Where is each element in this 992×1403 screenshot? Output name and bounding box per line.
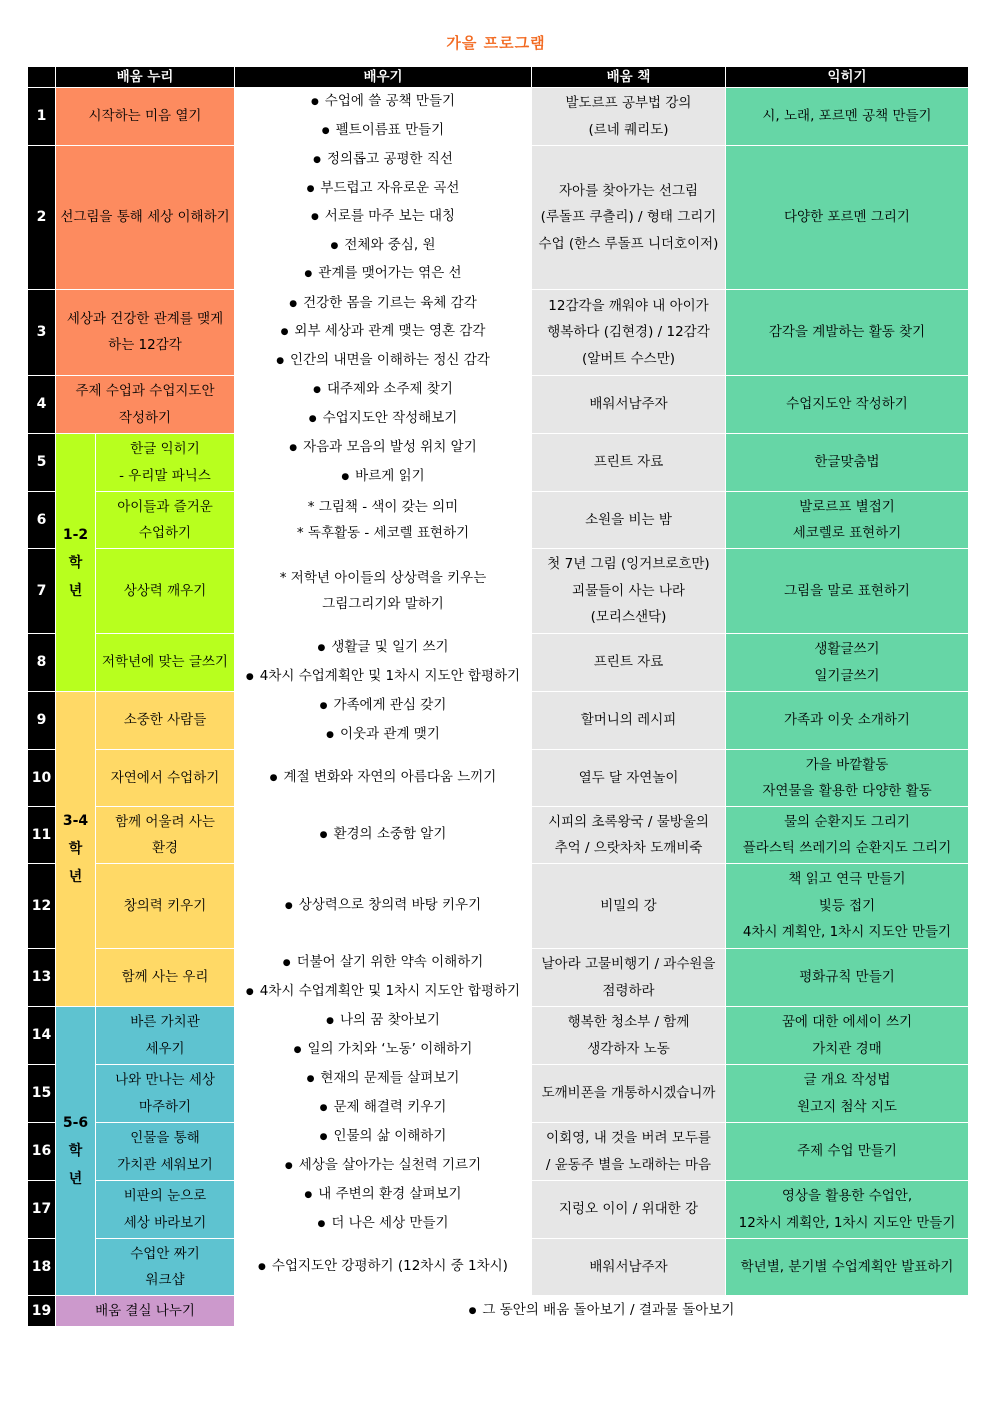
cell-line: 시작하는 미음 열기 xyxy=(88,108,202,125)
row-number: 7 xyxy=(28,549,56,634)
practice-cell xyxy=(726,634,969,692)
cell-line: 열두 달 자연놀이 xyxy=(578,769,679,786)
cell-line: ● 전체와 중심, 원 xyxy=(237,232,529,261)
grade-label: 학 xyxy=(68,1143,83,1159)
cell-line: 마주하기 xyxy=(138,1098,192,1115)
table-row xyxy=(28,1065,969,1123)
row-number: 19 xyxy=(28,1296,56,1327)
cell-line: (모리스샌닥) xyxy=(590,609,667,626)
topic-cell xyxy=(56,146,235,290)
cell-line: ● 상상력으로 창의력 바탕 키우기 xyxy=(237,892,529,921)
cell-line: 배워서남주자 xyxy=(589,396,668,413)
cell-line: 수업안 짜기 xyxy=(130,1245,200,1262)
cell-line: 12차시 계획안, 1차시 지도안 만들기 xyxy=(738,1214,956,1231)
topic-cell xyxy=(56,376,235,434)
practice-cell xyxy=(726,434,969,492)
cell-line: ● 생활글 및 일기 쓰기 xyxy=(237,634,529,663)
learn-cell xyxy=(235,289,532,376)
practice-cell xyxy=(726,1007,969,1065)
learn-cell xyxy=(235,88,532,146)
grade-label: 3-4 xyxy=(62,813,89,829)
row-number: 3 xyxy=(28,289,56,376)
cell-line: 바른 가치관 xyxy=(130,1014,200,1030)
table-row xyxy=(28,146,969,290)
cell-line: ● 수업에 쓸 공책 만들기 xyxy=(237,88,529,117)
learn-cell xyxy=(235,434,532,492)
grade-label: 학 xyxy=(68,841,83,857)
cell-line: 괴물들이 사는 나라 xyxy=(572,582,685,599)
row-number: 1 xyxy=(28,88,56,146)
cell-line: 한글맞춤법 xyxy=(814,454,880,471)
cell-line: 창의력 키우기 xyxy=(123,897,207,914)
learn-cell xyxy=(235,376,532,434)
cell-line: ● 수업지도안 작성해보기 xyxy=(237,405,529,434)
row-number: 6 xyxy=(28,492,56,549)
cell-line: 물의 순환지도 그리기 xyxy=(784,813,910,830)
practice-cell xyxy=(726,1181,969,1239)
cell-line: 워크샵 xyxy=(145,1272,185,1288)
topic-cell xyxy=(96,1123,235,1181)
row-number: 10 xyxy=(28,750,56,807)
cell-line: 그림을 말로 표현하기 xyxy=(784,582,910,599)
cell-line: (르네 퀘리도) xyxy=(588,121,669,138)
cell-line: ● 계절 변화와 자연의 아름다움 느끼기 xyxy=(237,764,529,793)
topic-cell xyxy=(96,492,235,549)
cell-line: 한글 익히기 xyxy=(130,441,200,457)
cell-line: ● 내 주변의 환경 살펴보기 xyxy=(237,1181,529,1210)
topic-cell xyxy=(96,634,235,692)
header-row xyxy=(28,67,969,88)
row-number: 9 xyxy=(28,692,56,750)
practice-cell xyxy=(726,1065,969,1123)
grade-label: 5-6 xyxy=(62,1115,89,1131)
learn-cell xyxy=(235,549,532,634)
practice-cell xyxy=(726,864,969,949)
cell-line: 발로르프 별접기 xyxy=(799,498,895,515)
book-cell xyxy=(532,1239,726,1296)
cell-line: * 저학년 아이들의 상상력을 키우는 xyxy=(279,569,487,586)
cell-line: 주제 수업과 수업지도안 xyxy=(75,383,215,399)
cell-line: ● 4차시 수업계획안 및 1차시 지도안 합평하기 xyxy=(237,978,529,1007)
header-topic: 배움 누리 xyxy=(56,67,235,88)
row-number: 14 xyxy=(28,1007,56,1065)
book-cell xyxy=(532,88,726,146)
book-cell xyxy=(532,1065,726,1123)
table-row xyxy=(28,1296,969,1327)
cell-line: 학년별, 분기별 수업계획안 발표하기 xyxy=(740,1258,954,1275)
cell-line: ● 건강한 몸을 기르는 육체 감각 xyxy=(237,290,529,319)
practice-cell xyxy=(726,146,969,290)
learn-cell xyxy=(235,807,532,864)
grade-cell xyxy=(56,1007,96,1296)
row-number: 17 xyxy=(28,1181,56,1239)
cell-line: 글 개요 작성법 xyxy=(803,1072,891,1088)
cell-line: 비밀의 강 xyxy=(600,897,657,914)
cell-line: ● 일의 가치와 ‘노동’ 이해하기 xyxy=(237,1036,529,1065)
practice-cell xyxy=(726,1239,969,1296)
topic-cell xyxy=(96,1181,235,1239)
row-number: 8 xyxy=(28,634,56,692)
cell-line: 가치관 세워보기 xyxy=(117,1156,213,1173)
topic-cell xyxy=(56,88,235,146)
cell-line: 세우기 xyxy=(145,1040,185,1057)
cell-line: 감각을 계발하는 활동 찾기 xyxy=(768,324,926,340)
cell-line: ● 더불어 살기 위한 약속 이해하기 xyxy=(237,949,529,978)
learn-cell xyxy=(235,864,532,949)
topic-cell: 배움 결실 나누기 xyxy=(56,1296,235,1327)
row-number: 5 xyxy=(28,434,56,492)
cell-line: 시피의 초록왕국 / 물방울의 xyxy=(548,813,709,830)
book-cell xyxy=(532,807,726,864)
book-cell xyxy=(532,750,726,807)
cell-line: 자연에서 수업하기 xyxy=(110,769,220,786)
cell-line: 주제 수업 만들기 xyxy=(797,1143,897,1160)
summary-cell xyxy=(235,1296,969,1327)
cell-line: ● 더 나은 세상 만들기 xyxy=(237,1210,529,1239)
cell-line: 그림그리기와 말하기 xyxy=(322,596,444,612)
row-number: 18 xyxy=(28,1239,56,1296)
cell-line: ● 그 동안의 배움 돌아보기 / 결과물 돌아보기 xyxy=(237,1296,966,1326)
table-row xyxy=(28,434,969,492)
cell-line: 프린트 자료 xyxy=(593,654,664,671)
book-cell xyxy=(532,549,726,634)
header-num xyxy=(28,67,56,88)
cell-line: ● 세상을 살아가는 실천력 기르기 xyxy=(237,1152,529,1181)
cell-line: 함께 어울려 사는 xyxy=(115,813,215,830)
cell-line: ● 외부 세상과 관계 맺는 영혼 감각 xyxy=(237,318,529,347)
learn-cell xyxy=(235,949,532,1007)
cell-line: 플라스틱 쓰레기의 순환지도 그리기 xyxy=(742,840,952,856)
cell-line: ● 대주제와 소주제 찾기 xyxy=(237,376,529,405)
table-row xyxy=(28,1007,969,1065)
cell-line: 수업지도안 작성하기 xyxy=(786,396,908,413)
cell-line: 세상 바라보기 xyxy=(123,1214,207,1231)
practice-cell xyxy=(726,549,969,634)
book-cell xyxy=(532,1181,726,1239)
grade-label: 1-2 xyxy=(62,526,89,543)
cell-line: ● 가족에게 관심 갖기 xyxy=(237,692,529,721)
cell-line: * 독후활동 - 세코렐 표현하기 xyxy=(296,525,470,541)
cell-line: 자아를 찾아가는 선그림 xyxy=(559,182,698,199)
row-number: 13 xyxy=(28,949,56,1007)
topic-cell xyxy=(96,692,235,750)
cell-line: / 윤동주 별을 노래하는 마음 xyxy=(545,1156,712,1173)
book-cell xyxy=(532,1123,726,1181)
cell-line: ● 바르게 읽기 xyxy=(237,463,529,492)
row-number: 2 xyxy=(28,146,56,290)
cell-line: 가치관 경매 xyxy=(812,1040,882,1057)
book-cell xyxy=(532,289,726,376)
cell-line: 수업 (한스 루돌프 니더호이저) xyxy=(538,235,719,252)
cell-line: 함께 사는 우리 xyxy=(121,969,209,986)
grade-cell xyxy=(56,692,96,1007)
cell-line: 가족과 이웃 소개하기 xyxy=(784,712,910,729)
practice-cell xyxy=(726,88,969,146)
practice-cell xyxy=(726,376,969,434)
topic-cell xyxy=(96,549,235,634)
row-number: 4 xyxy=(28,376,56,434)
table-row xyxy=(28,949,969,1007)
cell-line: 소원을 비는 밤 xyxy=(585,511,672,528)
row-number: 16 xyxy=(28,1123,56,1181)
book-cell xyxy=(532,492,726,549)
cell-line: 12감각을 깨워야 내 아이가 xyxy=(548,297,709,314)
topic-cell xyxy=(96,1065,235,1123)
cell-line: 수업하기 xyxy=(138,525,192,541)
book-cell xyxy=(532,1007,726,1065)
topic-cell xyxy=(96,1007,235,1065)
learn-cell xyxy=(235,146,532,290)
table-row xyxy=(28,692,969,750)
learn-cell xyxy=(235,492,532,549)
topic-cell xyxy=(96,949,235,1007)
learn-cell xyxy=(235,634,532,692)
cell-line: ● 4차시 수업계획안 및 1차시 지도안 합평하기 xyxy=(237,663,529,692)
cell-line: 할머니의 레시피 xyxy=(580,712,677,729)
cell-line: 세상과 건강한 관계를 맺게 xyxy=(66,310,224,327)
table-row xyxy=(28,376,969,434)
row-number: 11 xyxy=(28,807,56,864)
grade-label: 년 xyxy=(68,582,83,599)
cell-line: 일기글쓰기 xyxy=(814,667,880,684)
cell-line: ● 부드럽고 자유로운 곡선 xyxy=(237,175,529,204)
cell-line: 지렁오 이이 / 위대한 강 xyxy=(558,1201,699,1218)
cell-line: 아이들과 즐거운 xyxy=(117,498,213,515)
topic-cell xyxy=(96,750,235,807)
practice-cell xyxy=(726,949,969,1007)
table-row xyxy=(28,492,969,549)
cell-line: 나와 만나는 세상 xyxy=(115,1072,215,1088)
cell-line: (루돌프 쿠츨리) / 형태 그리기 xyxy=(540,209,717,225)
cell-line: 날아라 고물비행기 / 과수원을 xyxy=(541,956,716,972)
page-title: 가을 프로그램 xyxy=(446,34,546,52)
cell-line: ● 이웃과 관계 맺기 xyxy=(237,721,529,750)
table-row xyxy=(28,1181,969,1239)
header-practice: 익히기 xyxy=(726,67,969,88)
cell-line: 생활글쓰기 xyxy=(814,641,880,657)
cell-line: - 우리말 파닉스 xyxy=(119,467,211,484)
topic-cell xyxy=(56,289,235,376)
cell-line: 원고지 첨삭 지도 xyxy=(797,1098,897,1115)
cell-line: 빛등 접기 xyxy=(818,897,876,914)
practice-cell xyxy=(726,492,969,549)
cell-line: ● 자음과 모음의 발성 위치 알기 xyxy=(237,434,529,463)
learn-cell xyxy=(235,692,532,750)
cell-line: 평화규칙 만들기 xyxy=(799,969,895,986)
book-cell xyxy=(532,376,726,434)
practice-cell xyxy=(726,807,969,864)
cell-line: ● 수업지도안 강평하기 (12차시 중 1차시) xyxy=(237,1253,529,1282)
cell-line: ● 인물의 삶 이해하기 xyxy=(237,1123,529,1152)
cell-line: 자연물을 활용한 다양한 활동 xyxy=(762,783,932,799)
cell-line: ● 문제 해결력 키우기 xyxy=(237,1094,529,1123)
cell-line: 프린트 자료 xyxy=(593,454,664,471)
cell-line: 상상력 깨우기 xyxy=(123,582,207,599)
cell-line: ● 인간의 내면을 이해하는 정신 감각 xyxy=(237,347,529,376)
learn-cell xyxy=(235,1007,532,1065)
cell-line: 생각하자 노동 xyxy=(587,1040,670,1057)
book-cell xyxy=(532,146,726,290)
cell-line: 배워서남주자 xyxy=(589,1258,668,1275)
topic-cell xyxy=(96,807,235,864)
header-book: 배움 책 xyxy=(532,67,726,88)
cell-line: 책 읽고 연극 만들기 xyxy=(788,871,906,888)
cell-line: 비판의 눈으로 xyxy=(123,1188,207,1204)
cell-line: 점령하라 xyxy=(602,982,655,999)
learn-cell xyxy=(235,1123,532,1181)
book-cell xyxy=(532,634,726,692)
cell-line: 다양한 포르멘 그리기 xyxy=(784,209,910,225)
learn-cell xyxy=(235,1239,532,1296)
practice-cell xyxy=(726,1123,969,1181)
cell-line: 시, 노래, 포르멘 공책 만들기 xyxy=(762,108,932,125)
learn-cell xyxy=(235,1181,532,1239)
cell-line: ● 환경의 소중함 알기 xyxy=(237,821,529,850)
cell-line: 이회영, 내 것을 버려 모두를 xyxy=(546,1130,711,1146)
cell-line: 꿈에 대한 에세이 쓰기 xyxy=(781,1014,913,1030)
row-number: 12 xyxy=(28,864,56,949)
table-row xyxy=(28,634,969,692)
cell-line: 선그림을 통해 세상 이해하기 xyxy=(60,209,230,225)
cell-line: (알버트 수스만) xyxy=(581,350,676,367)
header-learn: 배우기 xyxy=(235,67,532,88)
table-row xyxy=(28,289,969,376)
topic-cell xyxy=(96,864,235,949)
cell-line: 하는 12감각 xyxy=(108,337,182,354)
table-row xyxy=(28,1123,969,1181)
cell-line: ● 관계를 맺어가는 엮은 선 xyxy=(237,260,529,289)
practice-cell xyxy=(726,289,969,376)
table-row xyxy=(28,750,969,807)
book-cell xyxy=(532,949,726,1007)
learn-cell xyxy=(235,750,532,807)
cell-line: 세코렐로 표현하기 xyxy=(792,525,902,541)
table-row xyxy=(28,549,969,634)
cell-line: 영상을 활용한 수업안, xyxy=(781,1188,913,1204)
table-row xyxy=(28,88,969,146)
cell-line: * 그림책 - 색이 갖는 의미 xyxy=(307,498,459,515)
grade-label: 년 xyxy=(68,869,83,885)
cell-line: 인물을 통해 xyxy=(130,1130,200,1146)
grade-label: 년 xyxy=(68,1171,83,1187)
cell-line: ● 펠트이름표 만들기 xyxy=(237,117,529,146)
cell-line: 소중한 사람들 xyxy=(123,712,207,729)
grade-cell xyxy=(56,434,96,692)
practice-cell xyxy=(726,692,969,750)
practice-cell xyxy=(726,750,969,807)
table-row xyxy=(28,807,969,864)
cell-line: ● 나의 꿈 찾아보기 xyxy=(237,1007,529,1036)
cell-line: 추억 / 으랏차차 도깨비죽 xyxy=(554,840,703,856)
cell-line: ● 현재의 문제들 살펴보기 xyxy=(237,1065,529,1094)
cell-line: ● 서로를 마주 보는 대칭 xyxy=(237,203,529,232)
book-cell xyxy=(532,864,726,949)
learn-cell xyxy=(235,1065,532,1123)
cell-line: 환경 xyxy=(151,840,179,856)
table-row xyxy=(28,864,969,949)
cell-line: 행복한 청소부 / 함께 xyxy=(567,1014,690,1030)
cell-line: 작성하기 xyxy=(118,409,172,426)
cell-line: 도깨비폰을 개통하시겠습니까 xyxy=(541,1085,716,1102)
cell-line: 4차시 계획안, 1차시 지도안 만들기 xyxy=(742,924,952,941)
cell-line: 발도르프 공부법 강의 xyxy=(565,95,692,111)
topic-cell xyxy=(96,1239,235,1296)
cell-line: 행복하다 (김현경) / 12감각 xyxy=(547,324,710,340)
grade-label: 학 xyxy=(68,554,83,571)
row-number: 15 xyxy=(28,1065,56,1123)
topic-cell xyxy=(96,434,235,492)
cell-line: 저학년에 맞는 글쓰기 xyxy=(102,654,228,671)
table-row xyxy=(28,1239,969,1296)
book-cell xyxy=(532,692,726,750)
cell-line: ● 정의롭고 공평한 직선 xyxy=(237,146,529,175)
cell-line: 가을 바깥활동 xyxy=(805,756,889,773)
program-table xyxy=(27,66,969,1327)
book-cell xyxy=(532,434,726,492)
cell-line: 첫 7년 그림 (잉거브로흐만) xyxy=(547,556,710,573)
